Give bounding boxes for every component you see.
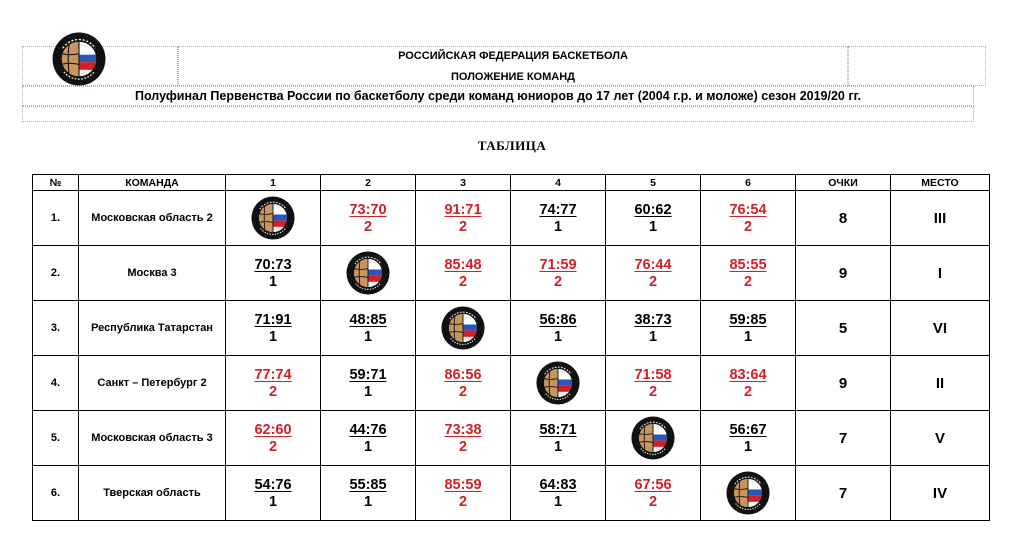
match-points: 2: [648, 383, 658, 400]
match-score: 38:73: [634, 311, 672, 328]
match-points: 2: [458, 273, 468, 290]
match-points: 1: [363, 383, 373, 400]
match-score: 44:76: [349, 421, 387, 438]
match-result-cell: [606, 356, 701, 411]
table-row: [33, 301, 990, 356]
match-result-cell: [321, 301, 416, 356]
header-opponent-1: 1: [226, 175, 321, 191]
document-title: ПОЛОЖЕНИЕ КОМАНД: [451, 71, 575, 83]
federation-logo-icon: [346, 251, 390, 295]
match-result-cell: [701, 191, 796, 246]
match-result-cell: [416, 191, 511, 246]
match-score: 67:56: [634, 476, 672, 493]
row-number: 3.: [33, 301, 79, 356]
header-num: №: [33, 175, 79, 191]
total-points: 9: [796, 356, 891, 411]
match-points: 2: [458, 438, 468, 455]
header-points: ОЧКИ: [796, 175, 891, 191]
team-name: Москва 3: [79, 246, 226, 301]
match-score: 71:59: [539, 256, 577, 273]
match-score: 76:44: [634, 256, 672, 273]
self-match-cell: [606, 411, 701, 466]
match-points: 1: [363, 438, 373, 455]
match-result-cell: [226, 466, 321, 521]
header-empty-row: [22, 106, 974, 122]
match-score: 73:70: [349, 201, 387, 218]
match-score: 54:76: [254, 476, 292, 493]
federation-logo-icon: [726, 471, 770, 515]
team-name: Московская область 3: [79, 411, 226, 466]
header-team: КОМАНДА: [79, 175, 226, 191]
match-points: 2: [648, 493, 658, 510]
table-row: [33, 191, 990, 246]
team-name: Московская область 2: [79, 191, 226, 246]
match-points: 2: [458, 383, 468, 400]
match-score: 71:58: [634, 366, 672, 383]
match-points: 1: [363, 328, 373, 345]
final-place: V: [891, 411, 990, 466]
match-result-cell: [606, 301, 701, 356]
match-points: 1: [553, 438, 563, 455]
event-title: Полуфинал Первенства России по баскетболу среди команд юниоров до 17 лет (2004 г.р. и моложе) сезон 2019/20 гг.: [135, 89, 861, 103]
match-score: 71:91: [254, 311, 292, 328]
match-result-cell: [226, 246, 321, 301]
match-score: 62:60: [254, 421, 292, 438]
table-title: ТАБЛИЦА: [477, 138, 547, 153]
match-result-cell: [226, 411, 321, 466]
row-number: 5.: [33, 411, 79, 466]
total-points: 8: [796, 191, 891, 246]
standings-table: [32, 174, 990, 521]
match-result-cell: [606, 246, 701, 301]
match-score: 77:74: [254, 366, 292, 383]
match-score: 74:77: [539, 201, 577, 218]
match-score: 70:73: [254, 256, 292, 273]
match-score: 59:85: [729, 311, 767, 328]
match-result-cell: [226, 301, 321, 356]
match-points: 2: [743, 383, 753, 400]
row-number: 2.: [33, 246, 79, 301]
final-place: I: [891, 246, 990, 301]
header-opponent-2: 2: [321, 175, 416, 191]
match-points: 1: [553, 493, 563, 510]
match-result-cell: [226, 356, 321, 411]
match-score: 58:71: [539, 421, 577, 438]
match-points: 2: [458, 218, 468, 235]
match-result-cell: [416, 356, 511, 411]
match-result-cell: [701, 411, 796, 466]
match-result-cell: [321, 466, 416, 521]
match-points: 1: [743, 438, 753, 455]
table-row: [33, 466, 990, 521]
team-name: Тверская область: [79, 466, 226, 521]
match-score: 86:56: [444, 366, 482, 383]
self-match-cell: [701, 466, 796, 521]
match-points: 1: [268, 328, 278, 345]
match-score: 55:85: [349, 476, 387, 493]
match-score: 48:85: [349, 311, 387, 328]
self-match-cell: [511, 356, 606, 411]
match-points: 2: [743, 273, 753, 290]
final-place: IV: [891, 466, 990, 521]
match-points: 1: [648, 218, 658, 235]
match-result-cell: [701, 301, 796, 356]
header-opponent-6: 6: [701, 175, 796, 191]
table-row: [33, 246, 990, 301]
match-points: 2: [363, 218, 373, 235]
federation-logo-icon: [52, 32, 106, 86]
header-place: МЕСТО: [891, 175, 990, 191]
final-place: II: [891, 356, 990, 411]
match-result-cell: [416, 246, 511, 301]
match-result-cell: [701, 356, 796, 411]
match-result-cell: [416, 466, 511, 521]
match-score: 73:38: [444, 421, 482, 438]
row-number: 4.: [33, 356, 79, 411]
table-header-row: [33, 175, 990, 191]
match-score: 85:55: [729, 256, 767, 273]
match-points: 1: [268, 273, 278, 290]
total-points: 7: [796, 411, 891, 466]
total-points: 7: [796, 466, 891, 521]
self-match-cell: [321, 246, 416, 301]
match-points: 1: [743, 328, 753, 345]
match-score: 85:59: [444, 476, 482, 493]
match-score: 85:48: [444, 256, 482, 273]
match-result-cell: [416, 411, 511, 466]
header-opponent-3: 3: [416, 175, 511, 191]
match-score: 60:62: [634, 201, 672, 218]
match-points: 1: [553, 328, 563, 345]
match-points: 1: [553, 218, 563, 235]
match-result-cell: [606, 191, 701, 246]
match-result-cell: [511, 191, 606, 246]
self-match-cell: [226, 191, 321, 246]
match-score: 56:86: [539, 311, 577, 328]
match-result-cell: [511, 301, 606, 356]
match-points: 2: [743, 218, 753, 235]
match-result-cell: [511, 411, 606, 466]
match-result-cell: [321, 356, 416, 411]
federation-logo-icon: [251, 196, 295, 240]
standings-body: [33, 191, 990, 521]
match-score: 64:83: [539, 476, 577, 493]
total-points: 5: [796, 301, 891, 356]
match-points: 2: [553, 273, 563, 290]
match-points: 1: [363, 493, 373, 510]
match-score: 83:64: [729, 366, 767, 383]
match-points: 2: [268, 438, 278, 455]
federation-logo-icon: [536, 361, 580, 405]
self-match-cell: [416, 301, 511, 356]
header-opponent-4: 4: [511, 175, 606, 191]
federation-logo-icon: [631, 416, 675, 460]
row-number: 6.: [33, 466, 79, 521]
match-points: 1: [268, 493, 278, 510]
header-opponent-5: 5: [606, 175, 701, 191]
final-place: III: [891, 191, 990, 246]
team-name: Республика Татарстан: [79, 301, 226, 356]
table-row: [33, 411, 990, 466]
match-result-cell: [321, 191, 416, 246]
final-place: VI: [891, 301, 990, 356]
match-points: 2: [648, 273, 658, 290]
match-result-cell: [511, 466, 606, 521]
organization-name: РОССИЙСКАЯ ФЕДЕРАЦИЯ БАСКЕТБОЛА: [398, 50, 628, 62]
match-result-cell: [321, 411, 416, 466]
match-points: 1: [648, 328, 658, 345]
match-result-cell: [511, 246, 606, 301]
header-right-cell: [848, 46, 986, 86]
total-points: 9: [796, 246, 891, 301]
match-points: 2: [268, 383, 278, 400]
federation-logo-icon: [441, 306, 485, 350]
match-result-cell: [606, 466, 701, 521]
match-score: 76:54: [729, 201, 767, 218]
match-points: 2: [458, 493, 468, 510]
match-score: 56:67: [729, 421, 767, 438]
match-result-cell: [701, 246, 796, 301]
team-name: Санкт – Петербург 2: [79, 356, 226, 411]
match-score: 91:71: [444, 201, 482, 218]
match-score: 59:71: [349, 366, 387, 383]
row-number: 1.: [33, 191, 79, 246]
table-row: [33, 356, 990, 411]
